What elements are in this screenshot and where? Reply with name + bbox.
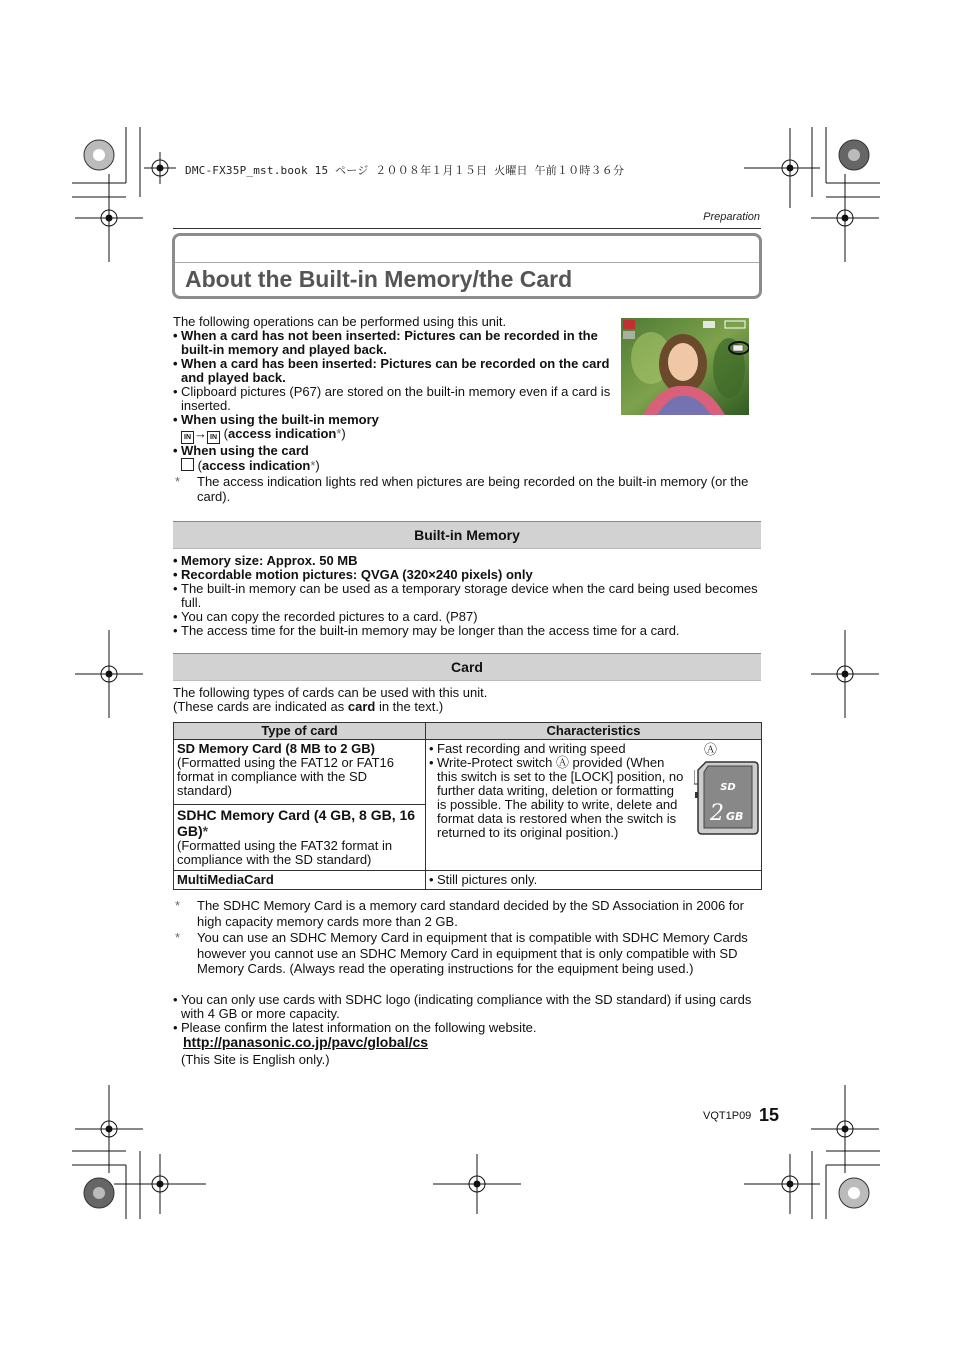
mmc-cell: MultiMediaCard (174, 871, 426, 890)
page-number: 15 (759, 1105, 780, 1125)
builtin-bullet-motion: • Recordable motion pictures: QVGA (320×240 pixels) only (173, 568, 761, 582)
header-rule (173, 228, 761, 229)
sdhc-logo-bullet: • You can only use cards with SDHC logo (indicating compliance with the SD standard) if using cards with 4 GB or more capacity. (173, 993, 761, 1021)
sdhc-card-cell: SDHC Memory Card (4 GB, 8 GB, 16 GB)* (Formatted using the FAT32 format in compliance with the SD standard) (174, 805, 426, 871)
col-type-of-card: Type of card (174, 723, 426, 740)
website-bullet: • Please confirm the latest information on the following website. (173, 1021, 761, 1035)
sdhc-note-1: * The SDHC Memory Card is a memory card standard decided by the SD Association in 2006 for high capacity memory cards more than 2 GB. (175, 898, 744, 929)
camera-screen-illustration (621, 318, 749, 415)
card-capacity: 2 (710, 801, 724, 826)
file-info-line: DMC-FX35P_mst.book 15 ページ ２００８年１月１５日 火曜日 午前１０時３６分 (185, 164, 625, 177)
support-website-link[interactable]: http://panasonic.co.jp/pavc/global/cs (183, 1034, 429, 1050)
intro-bullet-clipboard: • Clipboard pictures (P67) are stored on the built-in memory even if a card is inserted. (173, 385, 613, 413)
website-note: (This Site is English only.) (181, 1052, 330, 1067)
card-access-line: (access indication*) (173, 458, 613, 473)
card-bullets (173, 993, 761, 1035)
char-write-protect: • Write-Protect switch Ⓐ provided (When this switch is set to the [LOCK] position, no further data writing, deletion or formatting is possible. The ability to write, delete and format data is restored when the switch is returned to its original position.) (429, 756, 684, 840)
builtin-bullet-copy: • You can copy the recorded pictures to a card. (P87) (173, 610, 761, 624)
intro-bullet-card: • When a card has been inserted: Pictures can be recorded on the card and played back. (173, 357, 613, 385)
characteristics-cell (426, 740, 762, 871)
card-capacity-unit: GB (726, 810, 744, 823)
builtin-access-line: IN → IN (access indication*) (173, 427, 613, 444)
intro-block (173, 315, 613, 473)
builtin-bullet-access-time: • The access time for the built-in memory may be longer than the access time for a card. (173, 624, 761, 638)
sdhc-note-2: * You can use an SDHC Memory Card in equipment that is compatible with SDHC Memory Cards however you cannot use an SDHC Memory Card in equipment that is only compatible with SD Memory Cards. (Always read the operating instructions for the equipment being used.) (175, 930, 748, 976)
sd-card-icon (694, 758, 760, 838)
col-characteristics: Characteristics (426, 723, 762, 740)
page-title: About the Built-in Memory/the Card (185, 266, 573, 292)
card-notes (173, 898, 761, 977)
card-access-icon (181, 458, 194, 471)
intro-line: The following operations can be performed using this unit. (173, 314, 507, 329)
callout-a: Ⓐ (704, 742, 718, 757)
card-intro: The following types of cards can be used with this unit. (These cards are indicated as card in the text.) (173, 685, 488, 714)
section-label: Preparation (703, 211, 760, 223)
builtin-bullet-size: • Memory size: Approx. 50 MB (173, 554, 761, 568)
document-code: VQT1P09 (703, 1110, 752, 1122)
intro-bullet-builtin: • When using the built-in memory (173, 413, 613, 427)
builtin-memory-icon: IN (181, 431, 194, 444)
builtin-memory-list (173, 554, 761, 638)
card-types-table (173, 722, 762, 890)
builtin-bullet-temp: • The built-in memory can be used as a temporary storage device when the card being used becomes full. (173, 582, 761, 610)
arrow-icon: → (194, 426, 207, 441)
card-heading: Card (173, 653, 761, 681)
title-box (172, 233, 762, 299)
intro-bullet-no-card: • When a card has not been inserted: Pictures can be recorded in the built-in memory and played back. (173, 329, 613, 357)
access-note: * The access indication lights red when pictures are being recorded on the built-in memory (or the card). (175, 474, 749, 504)
builtin-memory-heading: Built-in Memory (173, 521, 761, 549)
sd-logo: SD (720, 782, 736, 793)
builtin-memory-access-icon: IN (207, 431, 220, 444)
char-fast: • Fast recording and writing speed (429, 742, 684, 756)
sd-card-cell: SD Memory Card (8 MB to 2 GB) (Formatted using the FAT12 or FAT16 format in compliance with the SD standard) (174, 740, 426, 805)
intro-bullet-card-use: • When using the card (173, 444, 613, 458)
mmc-char-cell: • Still pictures only. (426, 871, 762, 890)
